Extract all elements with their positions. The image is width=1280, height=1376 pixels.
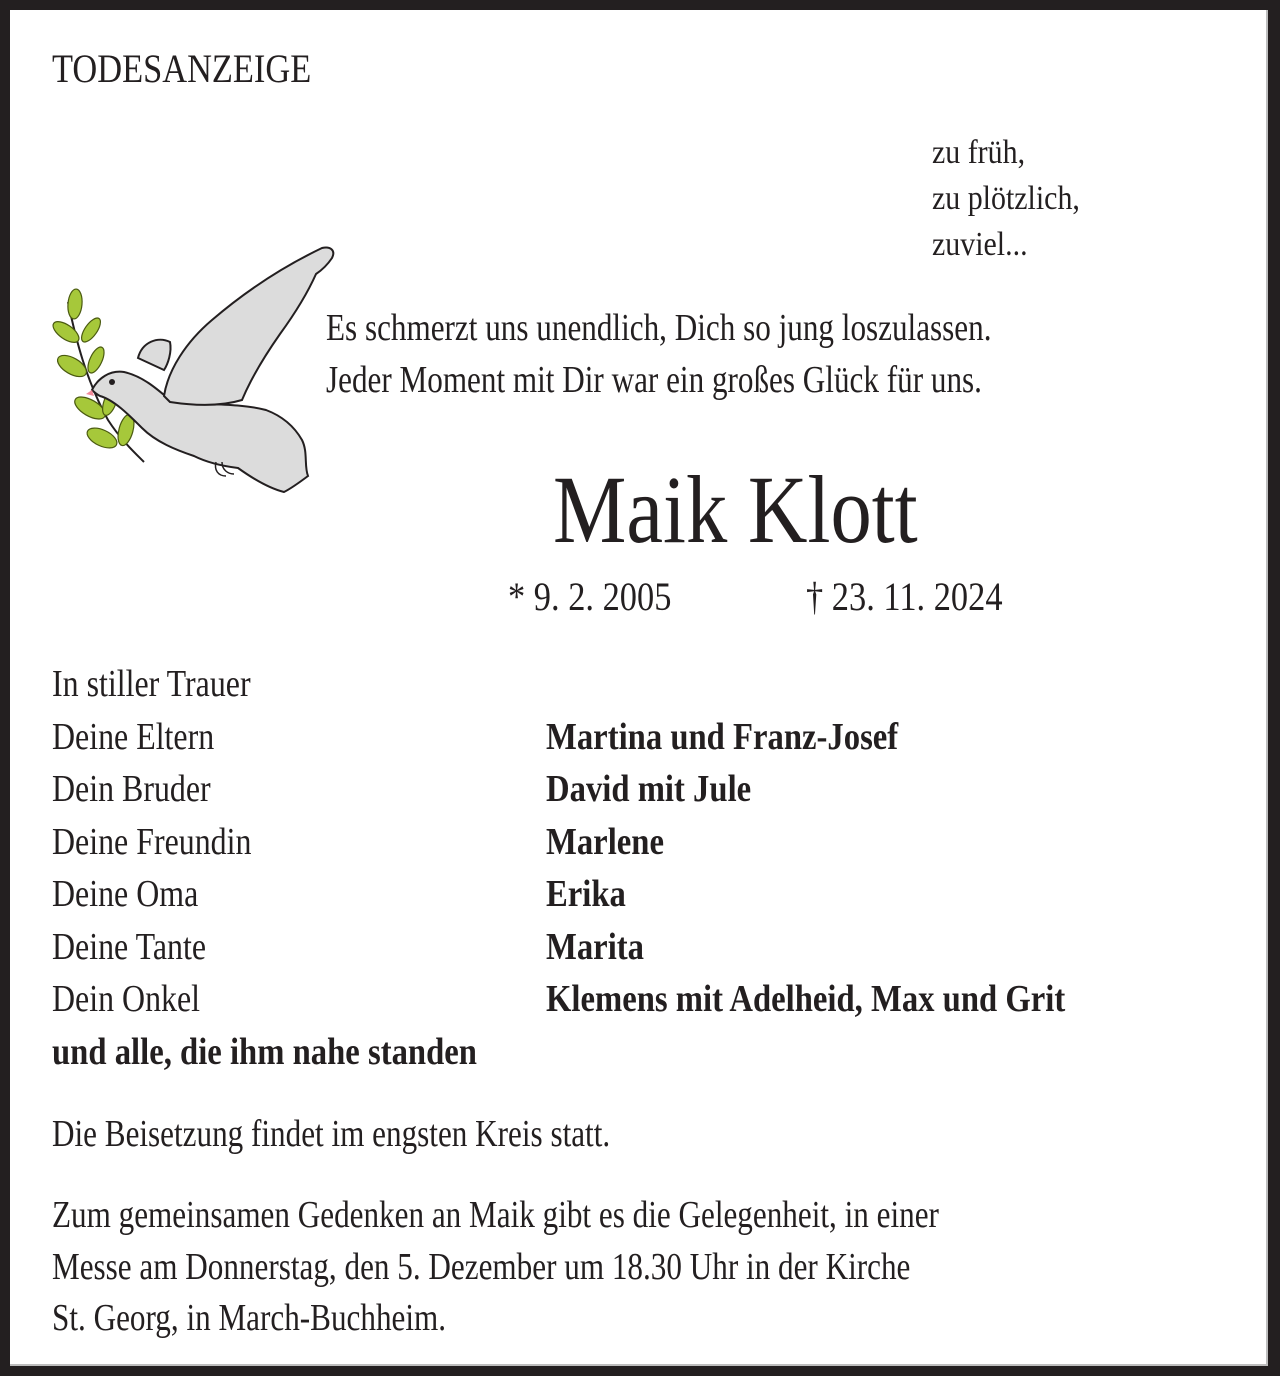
mourner-relation: Dein Onkel [52, 978, 201, 1020]
memorial-line: Messe am Donnerstag, den 5. Dezember um 18.30 Uhr in der Kirche [52, 1245, 911, 1288]
mourner-row [52, 973, 1252, 1026]
memorial-service-note [52, 1190, 1134, 1345]
mourner-relation: Deine Tante [52, 925, 207, 968]
mourner-row [52, 868, 1252, 921]
mourner-names: Marlene [546, 820, 664, 863]
mourner-names: Klemens mit Adelheid, Max und Grit [546, 978, 1066, 1020]
mourner-row [52, 816, 1252, 869]
verse [932, 130, 1100, 268]
mourner-row [52, 921, 1252, 974]
quote-line: Es schmerzt uns unendlich, Dich so jung loszulassen. [326, 307, 992, 349]
death-date: † 23. 11. 2024 [806, 574, 1003, 619]
obituary-notice [10, 10, 1268, 1366]
mourner-names: Erika [546, 873, 626, 915]
mourners-intro: In stiller Trauer [52, 663, 251, 705]
mourner-relation: Dein Bruder [52, 768, 211, 810]
mourner-row [52, 763, 1252, 816]
quote-line: Jeder Moment mit Dir war ein großes Glück für uns. [326, 359, 982, 401]
verse-line: zu plötzlich, [932, 180, 1080, 217]
deceased-name: Maik Klott [553, 456, 918, 563]
mourner-names: David mit Jule [546, 768, 752, 810]
verse-line: zuviel... [932, 226, 1028, 263]
mourner-relation: Deine Eltern [52, 715, 215, 758]
burial-note: Die Beisetzung findet im engsten Kreis statt. [52, 1113, 611, 1155]
birth-date: * 9. 2. 2005 [508, 574, 672, 619]
quote [326, 302, 1138, 406]
dove-icon [46, 230, 346, 510]
verse-line: zu früh, [932, 134, 1026, 171]
memorial-line: St. Georg, in March-Buchheim. [52, 1297, 447, 1339]
mourner-relation: Deine Oma [52, 873, 199, 915]
mourner-names: Martina und Franz-Josef [546, 715, 899, 758]
mourner-relation: Deine Freundin [52, 820, 252, 863]
notice-heading: TODESANZEIGE [52, 46, 312, 91]
memorial-line: Zum gemeinsamen Gedenken an Maik gibt es die Gelegenheit, in einer [52, 1194, 939, 1236]
mourners-closing: und alle, die ihm nahe standen [52, 1030, 477, 1073]
mourners-list [52, 658, 1252, 1078]
mourner-names: Marita [546, 925, 644, 968]
mourner-row [52, 711, 1252, 764]
